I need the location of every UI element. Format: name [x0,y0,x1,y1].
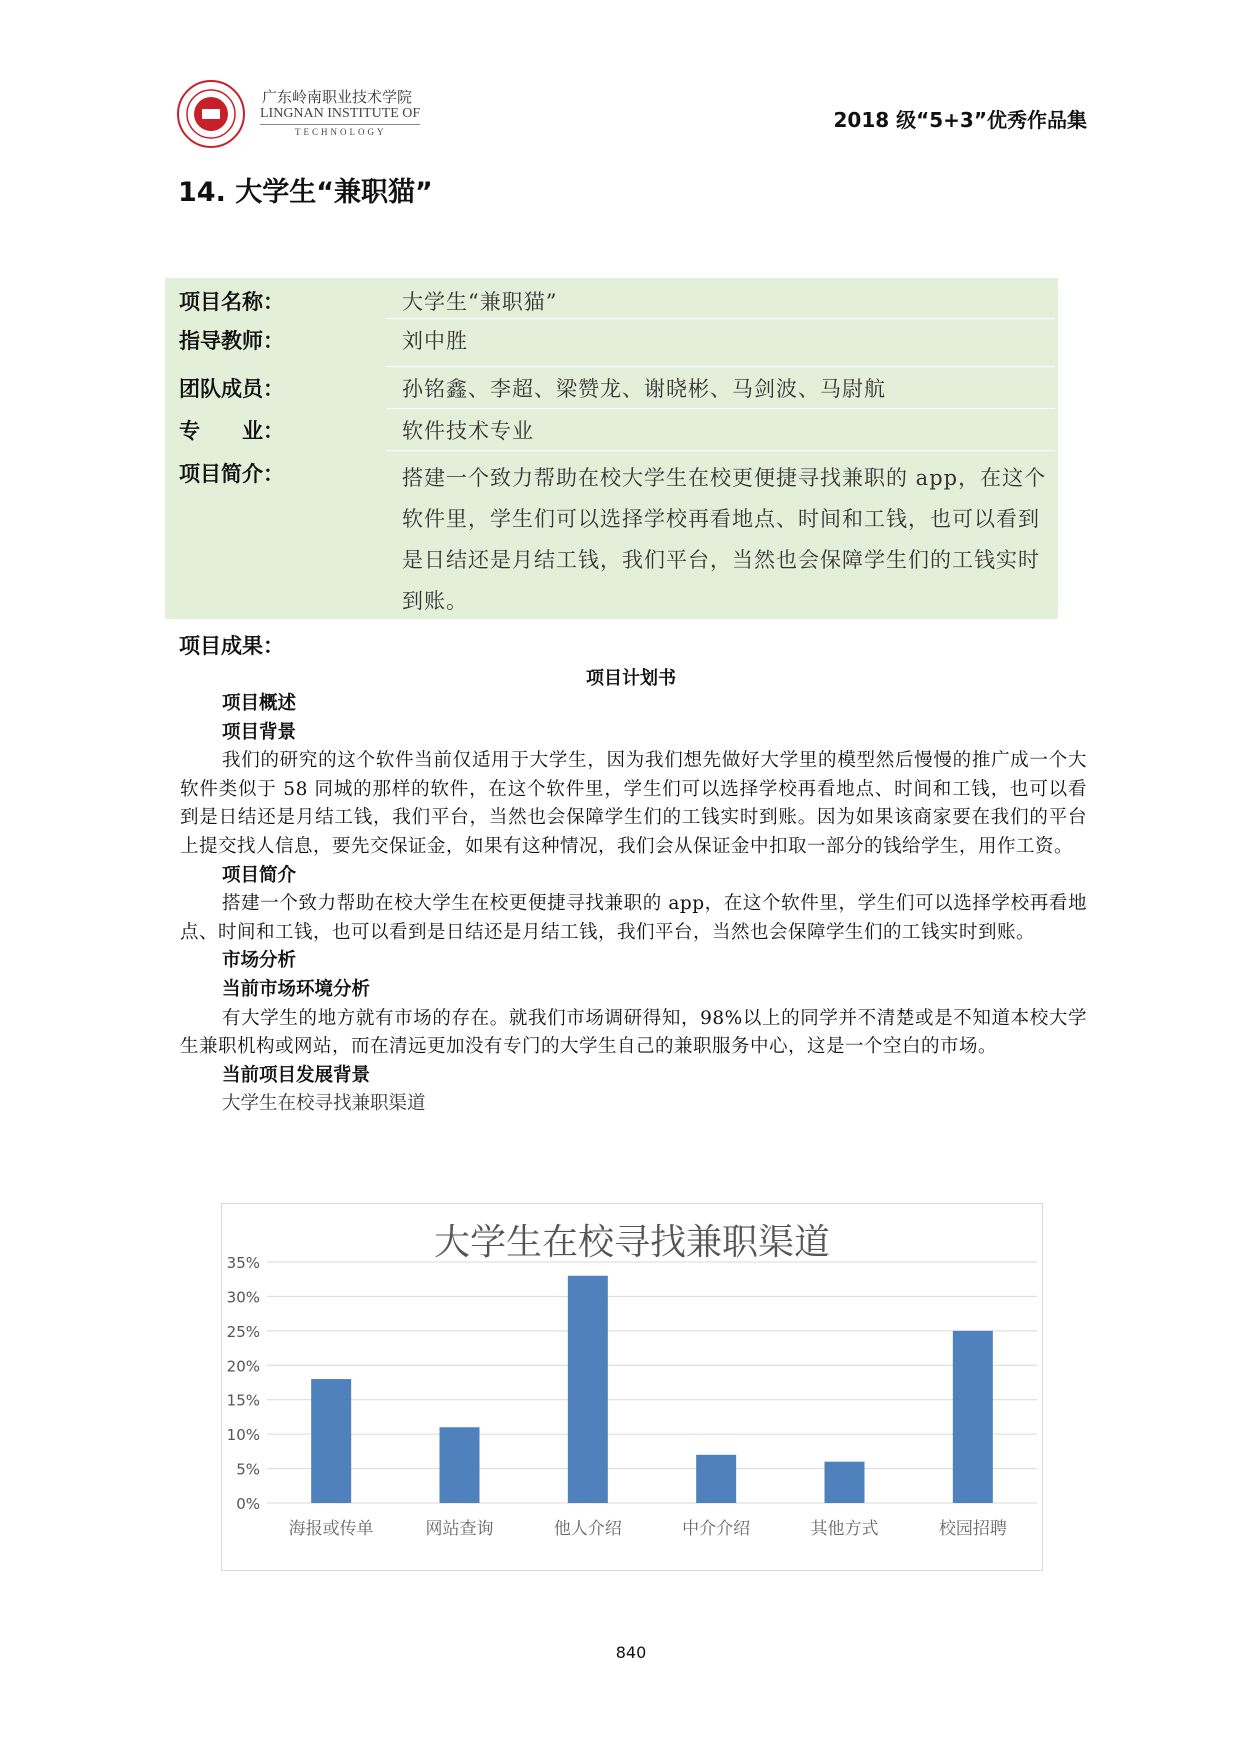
x-tick-label: 中介介绍 [682,1519,751,1539]
info-label: 团队成员： [179,377,284,401]
info-value: 大学生“兼职猫” [402,290,558,314]
bar [953,1331,993,1503]
school-name-cn: 广东岭南职业技术学院 [262,88,413,106]
info-label: 项目名称： [179,290,284,314]
school-name-en2: TECHNOLOGY [295,127,387,137]
y-tick-label: 0% [236,1495,260,1513]
heading: 当前市场环境分析 [222,978,371,1000]
x-tick-label: 他人介绍 [553,1519,622,1539]
plan-title: 项目计划书 [586,668,676,689]
info-value: 孙铭鑫、李超、梁赞龙、谢晓彬、马剑波、马尉航 [402,377,886,401]
heading: 项目简介 [222,864,297,886]
bar [311,1379,351,1503]
school-name-en: LINGNAN INSTITUTE OF [260,106,420,125]
y-tick-label: 35% [226,1254,260,1272]
plan-body [180,690,1087,1119]
info-value: 刘中胜 [402,329,468,353]
info-value: 软件技术专业 [402,419,534,443]
chart-title: 大学生在校寻找兼职渠道 [433,1222,831,1263]
x-tick-label: 网站查询 [425,1519,494,1539]
x-tick-label: 海报或传单 [288,1519,374,1539]
project-info-table [165,278,1058,619]
bar [825,1462,865,1503]
bar-chart [221,1203,1043,1571]
paragraph: 我们的研究的这个软件当前仅适用于大学生，因为我们想先做好大学里的模型然后慢慢的推广成一个大软件类似于 58 同城的那样的软件，在这个软件里，学生们可以选择学校再看地点、时间和工钱，也可以看到是日结还是月结工钱，我们平台，当然也会保障学生们的工钱实时到账。因为如果该商家要在我们的平台上提交找人信息，要先交保证金，如果有这种情况，我们会从保证金中扣取一部分的钱给学生，用作工资。 [180,750,1087,857]
y-tick-label: 25% [226,1322,260,1341]
bar [696,1455,736,1503]
heading: 当前项目发展背景 [222,1064,371,1086]
heading: 项目概述 [222,693,297,714]
heading: 市场分析 [222,950,297,972]
info-value: 搭建一个致力帮助在校大学生在校更便捷寻找兼职的 app，在这个软件里，学生们可以选择学校再看地点、时间和工钱，也可以看到是日结还是月结工钱，我们平台，当然也会保障学生们的工钱实时到账。 [402,466,1047,613]
school-logo [176,79,246,149]
paragraph: 搭建一个致力帮助在校大学生在校更便捷寻找兼职的 app，在这个软件里，学生们可以选择学校再看地点、时间和工钱，也可以看到是日结还是月结工钱，我们平台，当然也会保障学生们的工钱实时到账。 [180,893,1087,943]
x-tick-label: 其他方式 [810,1519,879,1539]
info-label: 专 业： [179,419,284,443]
collection-title: 2018 级“5+3”优秀作品集 [833,108,1087,132]
y-tick-label: 15% [226,1391,260,1410]
bar [440,1427,480,1503]
y-tick-label: 30% [226,1288,260,1307]
heading: 项目背景 [222,721,297,743]
chart-caption: 大学生在校寻找兼职渠道 [222,1093,426,1115]
bar [568,1276,608,1503]
paragraph: 有大学生的地方就有市场的存在。就我们市场调研得知，98%以上的同学并不清楚或是不知道本校大学生兼职机构或网站，而在清远更加没有专门的大学生自己的兼职服务中心，这是一个空白的市场。 [180,1007,1087,1058]
result-label: 项目成果： [179,634,284,658]
y-tick-label: 20% [226,1357,260,1376]
y-tick-label: 10% [226,1426,260,1445]
page-number: 840 [615,1643,647,1662]
section-title: 14. 大学生“兼职猫” [178,177,433,208]
x-tick-label: 校园招聘 [938,1519,1007,1539]
y-tick-label: 5% [236,1460,260,1479]
info-label: 指导教师： [179,329,284,353]
info-label: 项目简介： [179,462,284,486]
